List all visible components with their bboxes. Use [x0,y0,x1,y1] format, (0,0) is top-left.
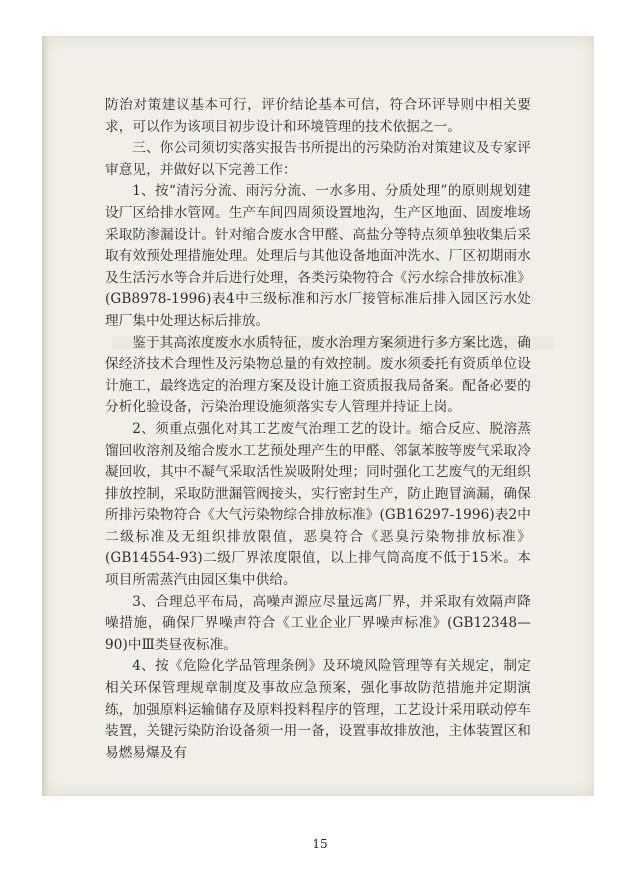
paragraph-wastewater-treatment: 鉴于其高浓度废水水质特征，废水治理方案须进行多方案比选，确保经济技术合理性及污染物总量的有效控制。废水须委托有资质单位设计施工，最终选定的治理方案及设计施工资质报我局备案。配备必要的分析化验设备，污染治理设施须落实专人管理并持证上岗。 [105,334,531,416]
page-number: 15 [312,837,328,851]
paragraph-section-three: 三、你公司须切实落实报告书所提出的污染防治对策建议及专家评审意见，并做好以下完善工作： [105,140,531,178]
paragraph-continuation: 防治对策建议基本可行，评价结论基本可信，符合环评导则中相关要求，可以作为该项目初步设计和环境管理的技术依据之一。 [105,97,531,135]
document-body [105,95,531,764]
paragraph-item-1: 1、按“清污分流、雨污分流、一水多用、分质处理”的原则规划建设厂区给排水管网。生产车间四周须设置地沟，生产区地面、固废堆场采取防渗漏设计。针对缩合废水含甲醛、高盐分等特点须单独收集后采取有效预处理措施处理。处理后与其他设备地面冲洗水、厂区初期雨水及生活污水等合并后进行处理，各类污染物符合《污水综合排放标准》(GB8978-1996)表4中三级标准和污水厂接管标准后排入园区污水处理厂集中处理达标后排放。 [105,183,531,329]
paragraph-item-3: 3、合理总平布局，高噪声源应尽量远离厂界，并采取有效隔声降噪措施，确保厂界噪声符合《工业企业厂界噪声标准》(GB12348—90)中Ⅲ类昼夜标准。 [105,593,531,653]
paragraph-item-2: 2、须重点强化对其工艺废气治理工艺的设计。缩合反应、脱溶蒸馏回收溶剂及缩合废水工艺预处理产生的甲醛、邻氯苯胺等废气采取冷凝回收，其中不凝气采取活性炭吸附处理；同时强化工艺废气的无组织排放控制，采取防泄漏管阀接头，实行密封生产，防止跑冒滴漏，确保所排污染物符合《大气污染物综合排放标准》(GB16297-1996)表2中二级标准及无组织排放限值，恶臭符合《恶臭污染物排放标准》(GB14554-93)二级厂界浓度限值，以上排气筒高度不低于15米。本项目所需蒸汽由园区集中供给。 [105,420,531,589]
paragraph-item-4: 4、按《危险化学品管理条例》及环境风险管理等有关规定，制定相关环保管理规章制度及事故应急预案，强化事故防范措施并定期演练，加强原料运输储存及原料投料程序的管理，工艺设计采用联动停车装置，关键污染防治设备须一用一备，设置事故排放池，主体装置区和易燃易爆及有 [105,658,531,761]
